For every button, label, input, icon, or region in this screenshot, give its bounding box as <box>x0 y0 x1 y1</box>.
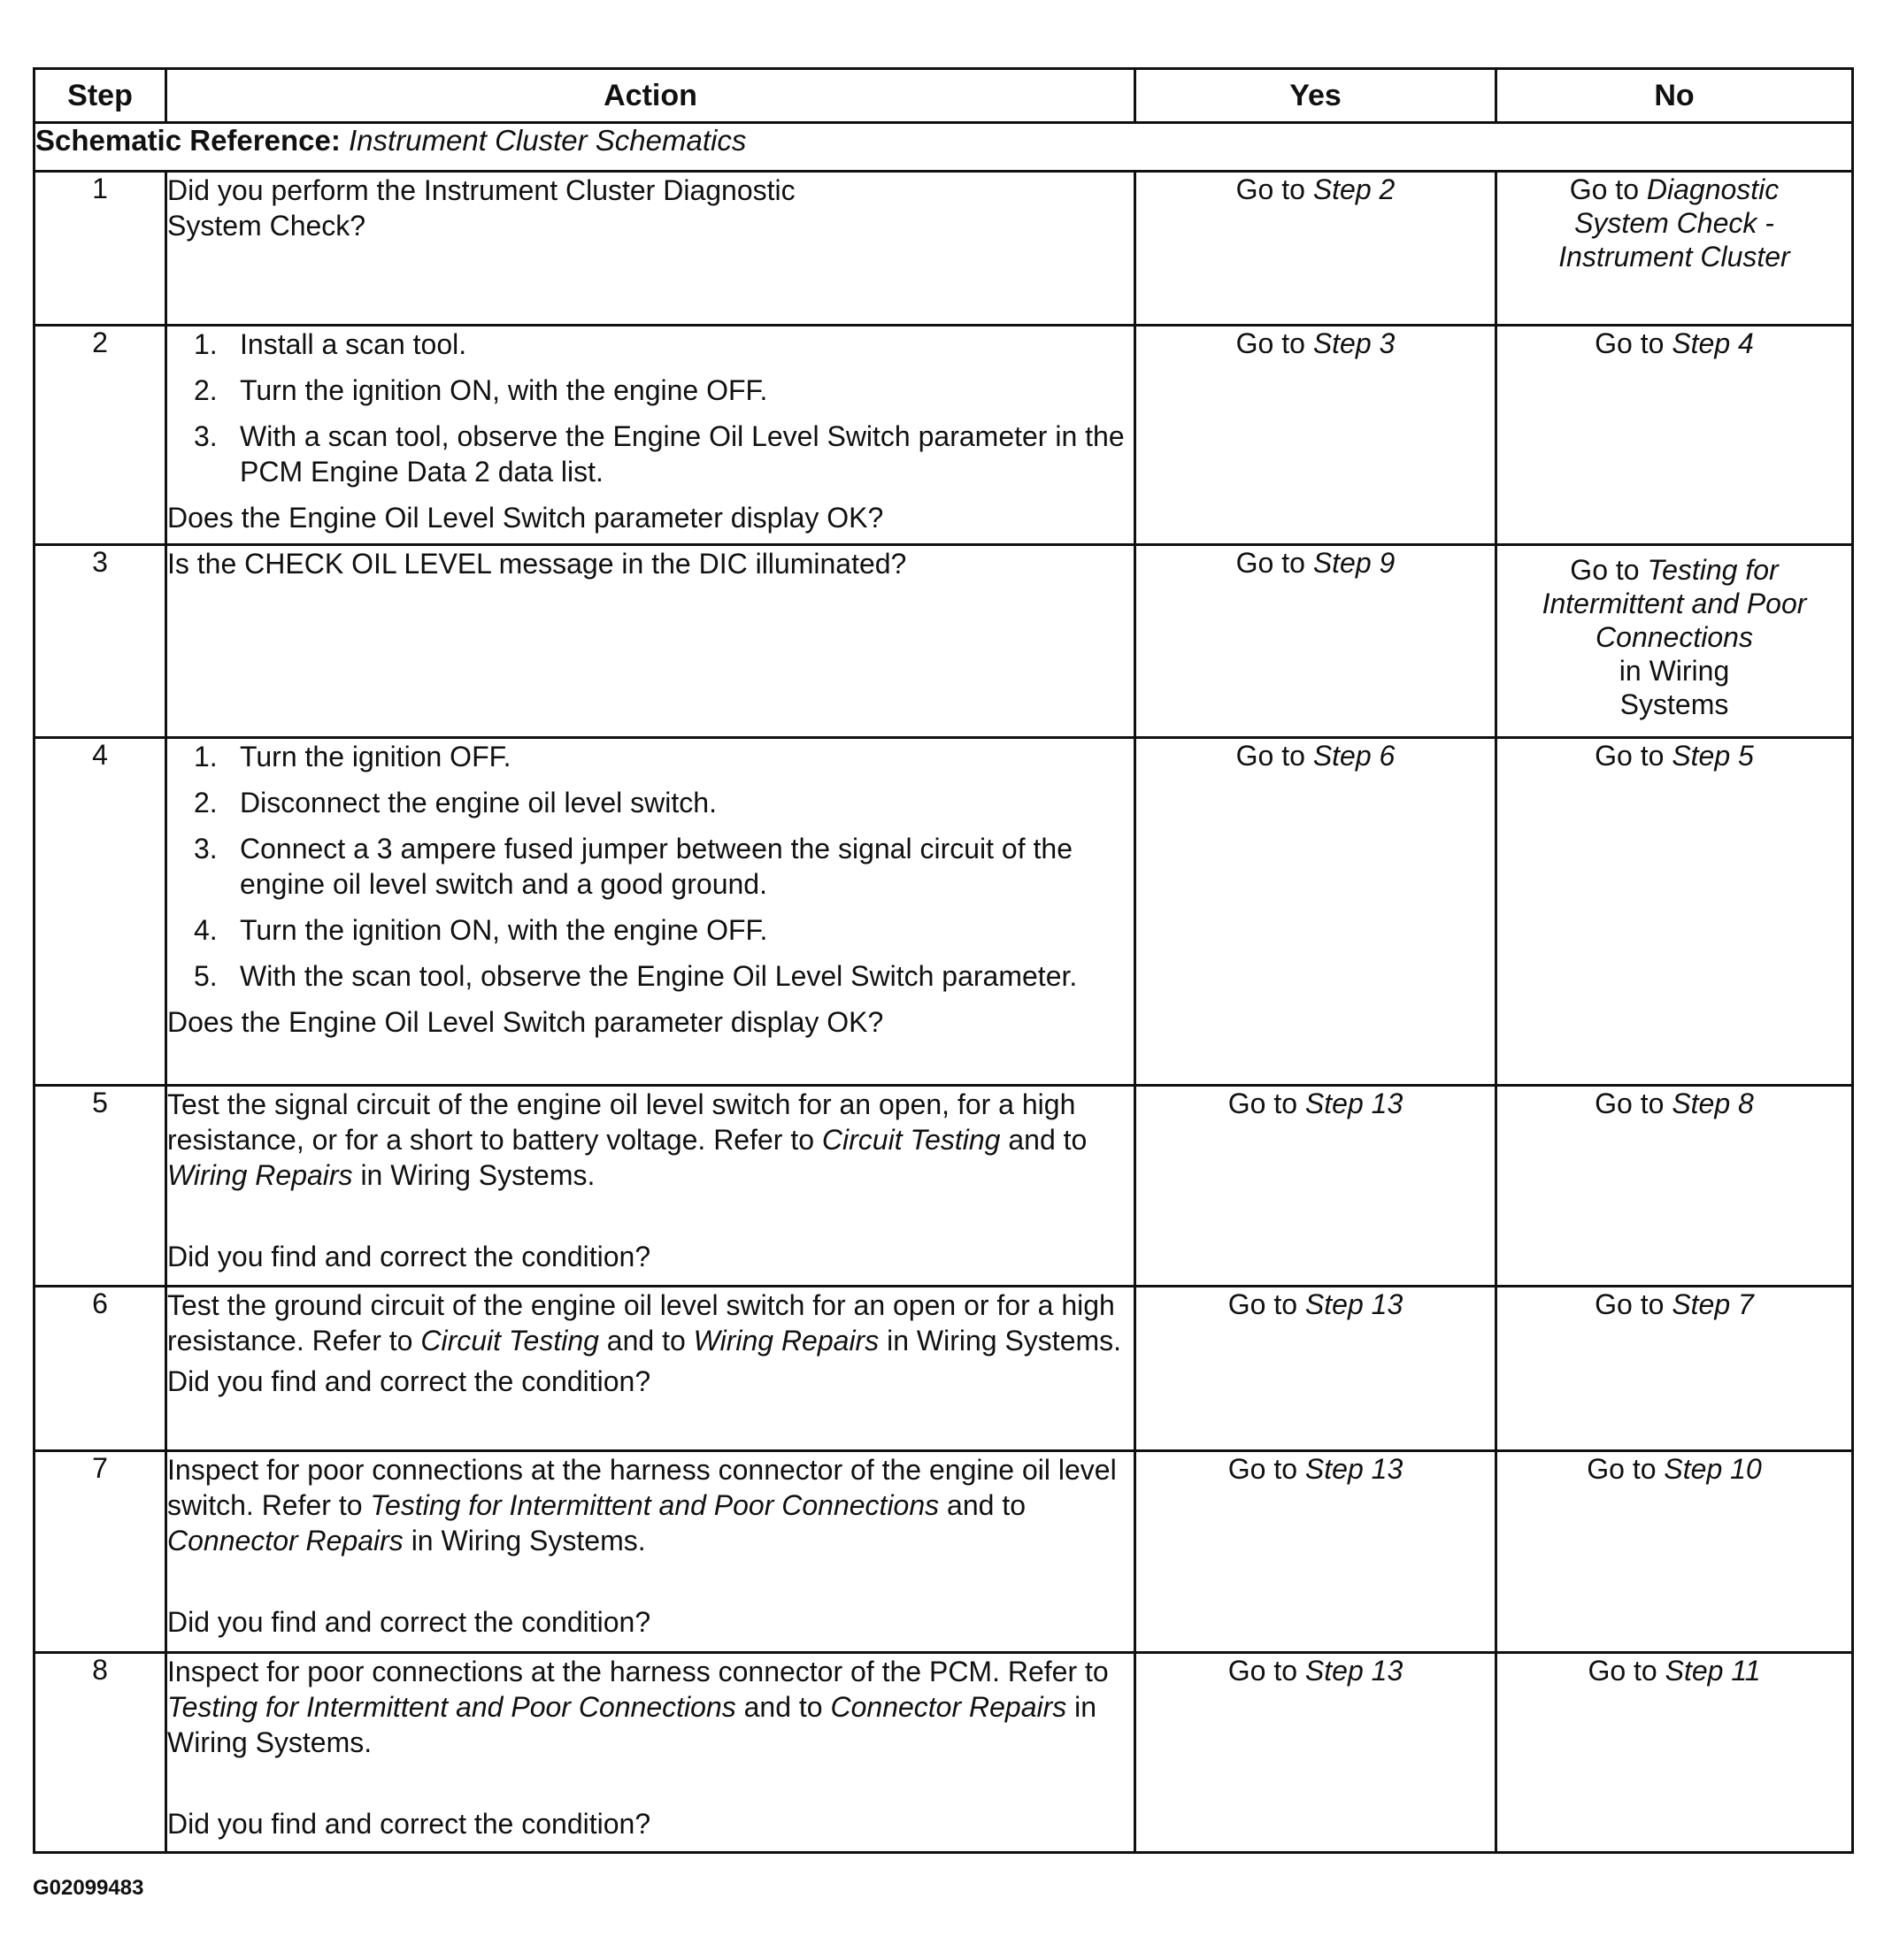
no-cell <box>1496 172 1853 326</box>
no-link[interactable]: Step 4 <box>1672 327 1754 359</box>
no-suffix: in Wiring Systems <box>1619 655 1730 720</box>
reference-link[interactable]: Wiring Repairs <box>693 1325 880 1357</box>
yes-prefix: Go to <box>1235 740 1305 772</box>
action-question: Did you find and correct the condition? <box>167 1241 651 1272</box>
action-cell <box>166 738 1135 1086</box>
yes-cell <box>1135 172 1496 326</box>
action-cell <box>166 1086 1135 1287</box>
step-number: 2 <box>35 326 166 545</box>
yes-cell <box>1135 738 1496 1086</box>
yes-cell <box>1135 326 1496 545</box>
no-cell <box>1496 1653 1853 1853</box>
action-text: Did you perform the Instrument Cluster Diagnostic System Check? <box>167 174 796 242</box>
action-text: Inspect for poor connections at the harness connector of the PCM. Refer to Testing for Intermittent and Poor Connections and to Connector Repairs in Wiring Systems. <box>167 1656 1109 1758</box>
yes-prefix: Go to <box>1235 547 1305 579</box>
yes-cell <box>1135 1287 1496 1451</box>
no-link[interactable]: Step 5 <box>1672 740 1754 772</box>
action-question: Did you find and correct the condition? <box>167 1365 651 1397</box>
action-text: Is the CHECK OIL LEVEL message in the DIC illuminated? <box>167 548 907 580</box>
yes-prefix: Go to <box>1227 1655 1298 1687</box>
action-cell <box>166 1653 1135 1853</box>
action-text: Test the ground circuit of the engine oil level switch for an open or for a high resistance. Refer to Circuit Testing and to Wiring Repairs in Wiring Systems. <box>167 1289 1122 1357</box>
yes-prefix: Go to <box>1227 1453 1298 1485</box>
yes-link[interactable]: Step 6 <box>1312 740 1396 772</box>
step-number: 8 <box>35 1653 166 1853</box>
list-item: 5. With the scan tool, observe the Engine Oil Level Switch parameter. <box>194 960 1078 992</box>
yes-prefix: Go to <box>1227 1288 1298 1320</box>
action-cell <box>166 1287 1135 1451</box>
list-item: 1. Turn the ignition OFF. <box>194 741 511 772</box>
no-cell <box>1496 545 1853 738</box>
reference-link[interactable]: Connector Repairs <box>830 1691 1067 1723</box>
table-row <box>35 326 1853 545</box>
reference-link[interactable]: Testing for Intermittent and Poor Connections <box>370 1489 940 1521</box>
yes-cell <box>1135 1086 1496 1287</box>
no-cell <box>1496 326 1853 545</box>
action-list <box>167 327 1134 489</box>
step-number: 5 <box>35 1086 166 1287</box>
no-prefix: Go to <box>1588 1655 1657 1687</box>
table-row <box>35 738 1853 1086</box>
step-number: 6 <box>35 1287 166 1451</box>
table-row <box>35 545 1853 738</box>
no-link[interactable]: Step 7 <box>1672 1288 1754 1320</box>
action-question: Did you find and correct the condition? <box>167 1808 651 1840</box>
no-prefix: Go to <box>1569 173 1639 205</box>
action-question: Did you find and correct the condition? <box>167 1606 651 1638</box>
yes-link[interactable]: Step 13 <box>1304 1655 1403 1687</box>
no-link[interactable]: Step 11 <box>1665 1655 1761 1687</box>
list-item: 2. Disconnect the engine oil level switch. <box>194 787 717 819</box>
figure-id: G02099483 <box>33 1876 144 1900</box>
list-item: 3. With a scan tool, observe the Engine Oil Level Switch parameter in the PCM Engine Data 2 data list. <box>194 420 1125 488</box>
header-yes: Yes <box>1135 69 1496 123</box>
schematic-reference-row <box>35 123 1853 172</box>
action-text: Inspect for poor connections at the harness connector of the engine oil level switch. Refer to Testing for Intermittent and Poor Connections and to Connector Repairs in Wiring Systems. <box>167 1454 1117 1556</box>
yes-prefix: Go to <box>1235 327 1305 359</box>
list-item: 2. Turn the ignition ON, with the engine OFF. <box>194 374 768 406</box>
yes-link[interactable]: Step 3 <box>1312 327 1396 359</box>
yes-prefix: Go to <box>1235 173 1305 205</box>
no-link[interactable]: Step 10 <box>1664 1453 1762 1485</box>
yes-link[interactable]: Step 13 <box>1304 1288 1403 1320</box>
header-row <box>35 69 1853 123</box>
yes-link[interactable]: Step 2 <box>1312 173 1396 205</box>
reference-link[interactable]: Testing for Intermittent and Poor Connections <box>167 1691 736 1723</box>
step-number: 4 <box>35 738 166 1086</box>
no-link[interactable]: Testing for Intermittent and Poor Connections <box>1542 554 1807 653</box>
table-row <box>35 172 1853 326</box>
diagnostic-table <box>33 67 1854 1854</box>
yes-link[interactable]: Step 13 <box>1304 1088 1403 1119</box>
list-item: 1. Install a scan tool. <box>194 328 467 360</box>
action-list <box>167 739 1134 994</box>
yes-cell <box>1135 1451 1496 1653</box>
no-cell <box>1496 1086 1853 1287</box>
no-cell <box>1496 1287 1853 1451</box>
action-cell <box>166 1451 1135 1653</box>
reference-link[interactable]: Connector Repairs <box>167 1525 404 1556</box>
action-cell <box>166 172 1135 326</box>
action-text: Test the signal circuit of the engine oil level switch for an open, for a high resistance, or for a short to battery voltage. Refer to Circuit Testing and to Wiring Repairs in Wiring Systems. <box>167 1088 1088 1191</box>
no-cell <box>1496 1451 1853 1653</box>
yes-prefix: Go to <box>1227 1088 1298 1119</box>
no-prefix: Go to <box>1595 327 1665 359</box>
schematic-reference <box>35 123 1853 172</box>
reference-link[interactable]: Wiring Repairs <box>167 1159 353 1191</box>
table-row <box>35 1653 1853 1853</box>
no-prefix: Go to <box>1595 1288 1665 1320</box>
list-item: 3. Connect a 3 ampere fused jumper between the signal circuit of the engine oil level switch and a good ground. <box>194 833 1073 900</box>
reference-link[interactable]: Circuit Testing <box>821 1124 1001 1156</box>
table-row <box>35 1451 1853 1653</box>
step-number: 3 <box>35 545 166 738</box>
yes-cell <box>1135 1653 1496 1853</box>
action-question: Does the Engine Oil Level Switch parameter display OK? <box>167 1006 884 1038</box>
header-step: Step <box>35 69 166 123</box>
yes-link[interactable]: Step 9 <box>1312 547 1396 579</box>
schematic-reference-label: Schematic Reference: <box>35 124 341 157</box>
step-number: 7 <box>35 1451 166 1653</box>
no-link[interactable]: Diagnostic System Check - Instrument Cluster <box>1558 173 1790 273</box>
yes-link[interactable]: Step 13 <box>1304 1453 1403 1485</box>
header-no: No <box>1496 69 1853 123</box>
schematic-reference-link[interactable]: Instrument Cluster Schematics <box>349 124 747 157</box>
yes-cell <box>1135 545 1496 738</box>
action-cell <box>166 545 1135 738</box>
table-row <box>35 1287 1853 1451</box>
action-question: Does the Engine Oil Level Switch parameter display OK? <box>167 502 884 534</box>
no-prefix: Go to <box>1587 1453 1657 1485</box>
table-row <box>35 1086 1853 1287</box>
step-number: 1 <box>35 172 166 326</box>
no-link[interactable]: Step 8 <box>1672 1088 1754 1119</box>
header-action: Action <box>166 69 1135 123</box>
no-prefix: Go to <box>1595 1088 1665 1119</box>
reference-link[interactable]: Circuit Testing <box>420 1325 599 1357</box>
no-prefix: Go to <box>1595 740 1665 772</box>
no-cell <box>1496 738 1853 1086</box>
list-item: 4. Turn the ignition ON, with the engine OFF. <box>194 914 768 946</box>
no-prefix: Go to <box>1570 554 1640 586</box>
action-cell <box>166 326 1135 545</box>
